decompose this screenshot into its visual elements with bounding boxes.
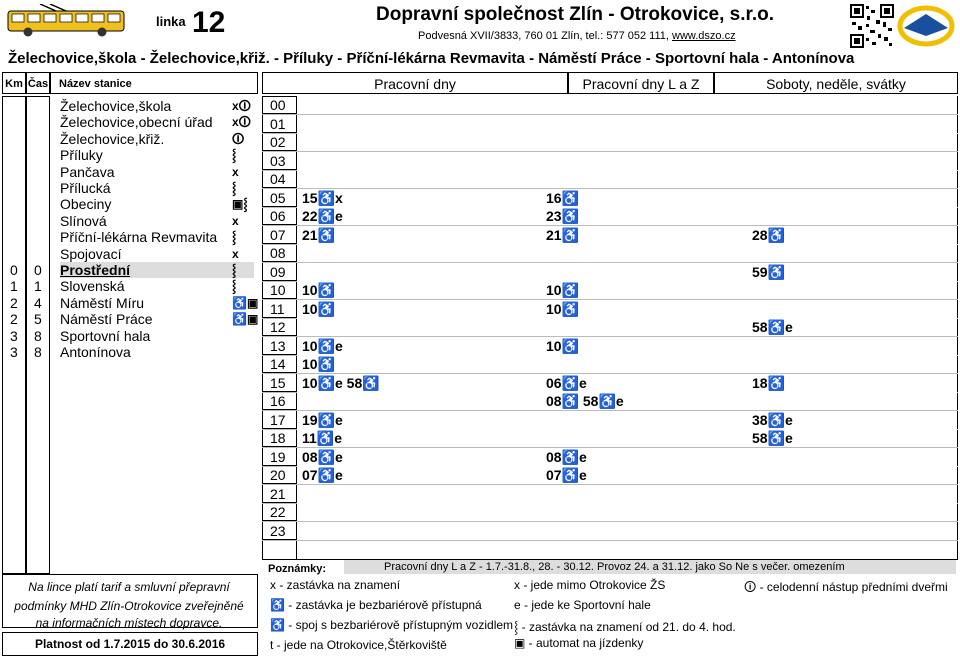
- stop-km: 2: [10, 294, 18, 311]
- departure-weekday_lz: 06♿e: [546, 374, 587, 391]
- stop-name: Obeciny: [60, 196, 112, 213]
- departure-weekday: 11♿e: [302, 430, 343, 446]
- weekday-header: Pracovní dny: [262, 72, 568, 94]
- route-description: Želechovice,škola - Želechovice,křiž. - Příluky - Příční-lékárna Revmavita - Náměstí Práce - Sportovní hala - Antonínova: [8, 50, 855, 67]
- departure-weekday_lz: 16♿: [546, 189, 580, 206]
- hour-cell: 01: [262, 115, 296, 133]
- departure-weekday: 10♿e: [302, 337, 343, 354]
- departure-weekday_lz: 10♿: [546, 337, 580, 354]
- departure-weekday: 22♿e: [302, 208, 343, 224]
- hour-cell: 05: [262, 189, 296, 207]
- validity-period-note: Pracovní dny L a Z - 1.7.-31.8., 28. - 30.12. Provoz 24. a 31.12. jako So Ne s večer. omezením: [384, 561, 845, 573]
- weekday-lz-header: Pracovní dny L a Z: [568, 72, 714, 94]
- weekend-header: Soboty, neděle, svátky: [714, 72, 958, 94]
- hour-cell: 20: [262, 466, 296, 484]
- stop-name: Prostřední: [60, 262, 254, 278]
- departure-weekday_lz: 10♿: [546, 282, 580, 298]
- stop-flag-icon: ⸾: [232, 263, 237, 277]
- stop-name: Slovenská: [60, 278, 125, 295]
- departure-weekend: 38♿e: [752, 411, 793, 428]
- stop-time: 1: [34, 278, 42, 295]
- departure-weekend: 28♿: [752, 226, 786, 243]
- line-number: 12: [192, 6, 226, 39]
- stop-flag-icon: x: [232, 246, 239, 261]
- departure-weekend: 59♿: [752, 263, 786, 280]
- website-link[interactable]: www.dszo.cz: [672, 30, 736, 42]
- stop-flag-icon: ▣⸾: [232, 197, 248, 212]
- stop-time: 5: [34, 311, 42, 328]
- stop-time: 0: [34, 262, 42, 278]
- stop-flag-icon: ⸾: [232, 181, 237, 195]
- hour-cell: 06: [262, 207, 296, 225]
- legend-accessible-stop: ♿ - zastávka je bezbariérově přístupná: [270, 598, 482, 612]
- stop-name: Antonínova: [60, 344, 131, 360]
- departure-weekday_lz: 08♿e: [546, 448, 587, 465]
- validity-box: Platnost od 1.7.2015 do 30.6.2016: [2, 632, 258, 656]
- departure-weekday: 15♿x: [302, 189, 343, 206]
- stop-time: 8: [34, 344, 42, 360]
- stop-flag-icon: ♿▣: [232, 295, 259, 310]
- stop-name: Náměstí Práce: [60, 311, 153, 328]
- company-address: Podvesná XVII/3833, 760 01 Zlín, tel.: 577 052 111, www.dszo.cz: [418, 30, 736, 42]
- departure-weekday: 19♿e: [302, 411, 343, 428]
- stop-name: Slínová: [60, 212, 107, 229]
- company-name: Dopravní společnost Zlín - Otrokovice, s.r.o.: [376, 4, 775, 25]
- legend-e-sport: e - jede ke Sportovní hale: [514, 598, 651, 612]
- stop-flag-icon: x: [232, 213, 239, 228]
- time-header: Čas: [26, 72, 50, 94]
- stop-km: 3: [10, 344, 18, 360]
- departure-weekday: 10♿: [302, 282, 336, 298]
- stop-flag-icon: ♿▣: [232, 312, 259, 327]
- hour-cell: 15: [262, 374, 296, 392]
- stop-flag-icon: ⸾: [232, 148, 237, 163]
- stop-name: Náměstí Míru: [60, 294, 145, 311]
- departure-weekday: 08♿e: [302, 448, 343, 465]
- tariff-note-line-2: podmínky MHD Zlín-Otrokovice zveřejněné: [14, 599, 244, 613]
- hour-cell: 07: [262, 226, 296, 244]
- stop-name: Příční-lékárna Revmavita: [60, 229, 218, 246]
- stop-name: Želechovice,obecní úřad: [60, 114, 213, 131]
- hour-cell: 16: [262, 392, 296, 410]
- departure-weekend: 18♿: [752, 374, 786, 391]
- hour-cell: 13: [262, 337, 296, 355]
- departure-weekday: 10♿e 58♿: [302, 374, 380, 391]
- stop-name: Sportovní hala: [60, 327, 151, 344]
- hour-cell: 18: [262, 429, 296, 447]
- legend-request-hours: ⸾ - zastávka na znamení od 21. do 4. hod.: [514, 620, 736, 634]
- line-label: linka: [156, 14, 186, 29]
- stop-km: 2: [10, 311, 18, 328]
- company-logo-icon: [896, 4, 956, 48]
- km-header: Km: [2, 72, 26, 94]
- departure-weekday: 07♿e: [302, 467, 343, 483]
- hour-cell: 12: [262, 318, 296, 336]
- legend-t-otrokovice: t - jede na Otrokovice,Štěrkoviště: [270, 638, 447, 652]
- departure-weekday_lz: 10♿: [546, 300, 580, 317]
- legend-accessible-vehicle: ♿ - spoj s bezbariérově přístupným vozidlem: [270, 618, 514, 632]
- stop-flag-icon: x🛈: [232, 115, 251, 130]
- tariff-note-line-1: Na lince platí tarif a smluvní přepravní: [28, 580, 230, 594]
- stop-name: Příluky: [60, 147, 103, 164]
- stop-name: Spojovací: [60, 245, 122, 262]
- trolleybus-icon: [6, 4, 126, 38]
- stop-flag-icon: x🛈: [232, 99, 251, 113]
- legend-front-door: 🛈 - celodenní nástup předními dveřmi: [744, 580, 948, 594]
- stop-km: 3: [10, 327, 18, 344]
- departure-weekday: 21♿: [302, 226, 336, 243]
- stop-flag-icon: 🛈: [232, 131, 245, 146]
- stop-name: Želechovice,škola: [60, 98, 172, 114]
- hour-cell: 11: [262, 300, 296, 318]
- stop-name: Želechovice,křiž.: [60, 130, 165, 147]
- departure-weekday_lz: 21♿: [546, 226, 580, 243]
- departure-weekday: 10♿: [302, 300, 336, 317]
- hour-cell: 10: [262, 281, 296, 299]
- hour-cell: 19: [262, 448, 296, 466]
- hour-cell: 17: [262, 411, 296, 429]
- legend-x-outside: x - jede mimo Otrokovice ŽS: [514, 578, 666, 592]
- hour-cell: 00: [262, 96, 296, 114]
- stop-flag-icon: ⸾: [232, 279, 237, 294]
- hour-cell: 04: [262, 170, 296, 188]
- hour-cell: 09: [262, 263, 296, 281]
- stop-time: 4: [34, 294, 42, 311]
- qr-code-icon: [850, 4, 894, 48]
- hour-cell: 03: [262, 152, 296, 170]
- hour-cell: 23: [262, 522, 296, 540]
- legend-title: Poznámky:: [268, 563, 327, 575]
- stop-flag-icon: x: [232, 164, 239, 179]
- departure-weekend: 58♿e: [752, 319, 793, 335]
- departure-weekday: 10♿: [302, 356, 336, 372]
- hour-cell: 21: [262, 485, 296, 503]
- station-header: Název stanice: [50, 72, 258, 94]
- departure-weekday_lz: 23♿: [546, 208, 580, 224]
- stop-time: 8: [34, 327, 42, 344]
- stop-km: 1: [10, 278, 18, 295]
- stop-flag-icon: ⸾: [232, 230, 237, 245]
- hour-cell: 02: [262, 133, 296, 151]
- legend-x-request: x - zastávka na znamení: [270, 578, 401, 592]
- hour-cell: 08: [262, 244, 296, 262]
- tariff-note-line-3: na informačních místech dopravce.: [35, 616, 223, 630]
- departure-weekend: 58♿e: [752, 430, 793, 446]
- hour-cell: 14: [262, 355, 296, 373]
- stop-name: Pančava: [60, 163, 115, 180]
- stop-km: 0: [10, 262, 18, 278]
- legend-ticket-machine: ▣ - automat na jízdenky: [514, 636, 644, 650]
- hour-cell: 22: [262, 503, 296, 521]
- departure-weekday_lz: 07♿e: [546, 467, 587, 483]
- departure-weekday_lz: 08♿ 58♿e: [546, 393, 624, 409]
- stop-name: Přílucká: [60, 180, 111, 196]
